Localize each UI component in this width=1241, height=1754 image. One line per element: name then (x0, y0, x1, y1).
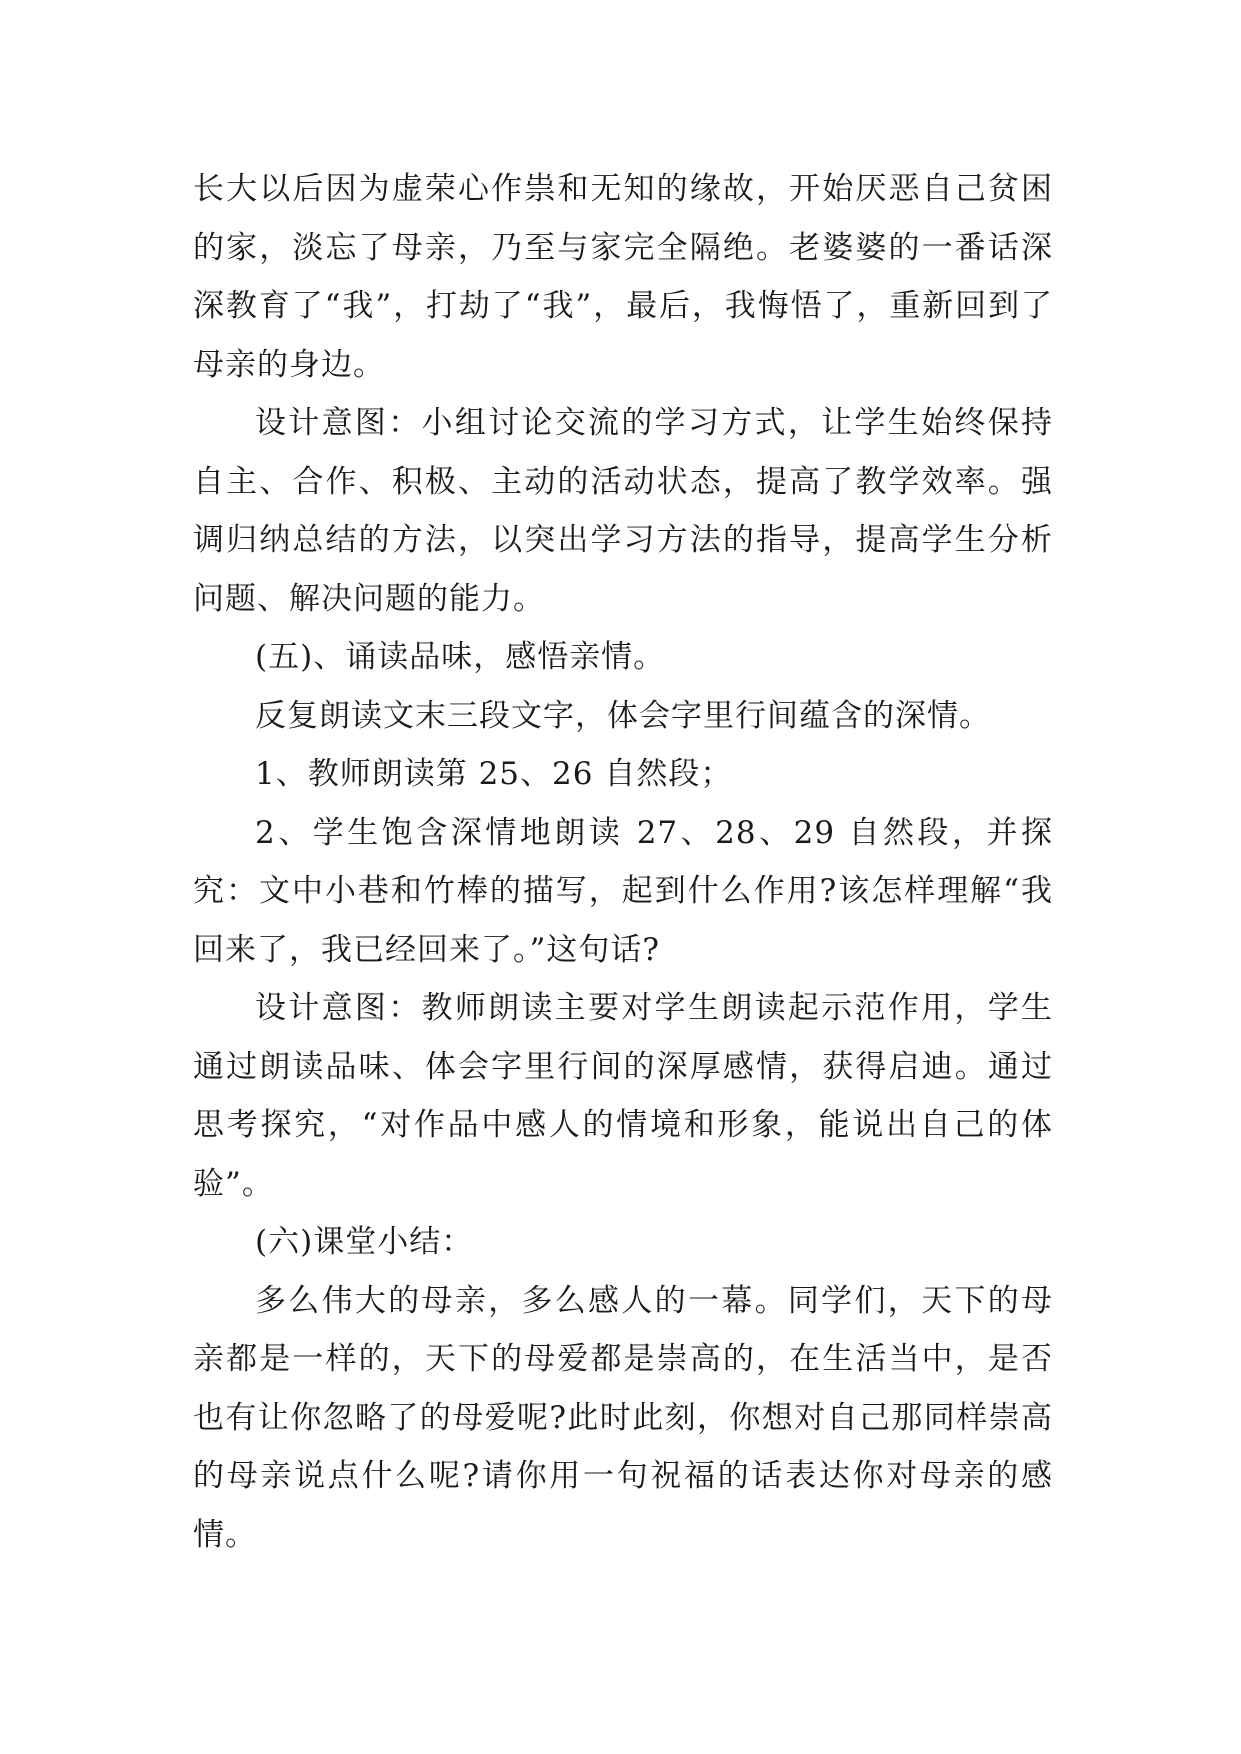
paragraph-design-intent-1: 设计意图：小组讨论交流的学习方式，让学生始终保持自主、合作、积极、主动的活动状态，提高了教学效率。强调归纳总结的方法，以突出学习方法的指导，提高学生分析问题、解决问题的能力。 (193, 405, 1053, 617)
list-item-2: 2、学生饱含深情地朗读 27、28、29 自然段，并探究：文中小巷和竹棒的描写，起到什么作用?该怎样理解“我回来了，我已经回来了。”这句话? (193, 814, 1053, 968)
paragraph-story-summary: 长大以后因为虚荣心作祟和无知的缘故，开始厌恶自己贫困的家，淡忘了母亲，乃至与家完全隔绝。老婆婆的一番话深深教育了“我”，打劫了“我”，最后，我悔悟了，重新回到了母亲的身边。 (193, 171, 1053, 383)
paragraph-class-summary: 多么伟大的母亲，多么感人的一幕。同学们，天下的母亲都是一样的，天下的母爱都是崇高的，在生活当中，是否也有让你忽略了的母爱呢?此时此刻，你想对自己那同样崇高的母亲说点什么呢?请你用一句祝福的话表达你对母亲的感情。 (193, 1282, 1053, 1553)
section-heading-5: (五)、诵读品味，感悟亲情。 (255, 639, 666, 675)
list-item-1: 1、教师朗读第 25、26 自然段； (255, 756, 733, 792)
section-heading-6: (六)课堂小结： (255, 1224, 474, 1260)
document-body (193, 160, 1053, 1564)
paragraph-reading-instruction: 反复朗读文末三段文字，体会字里行间蕴含的深情。 (255, 697, 991, 734)
paragraph-design-intent-2: 设计意图：教师朗读主要对学生朗读起示范作用，学生通过朗读品味、体会字里行间的深厚感情，获得启迪。通过思考探究，“对作品中感人的情境和形象，能说出自己的体验”。 (193, 990, 1053, 1202)
